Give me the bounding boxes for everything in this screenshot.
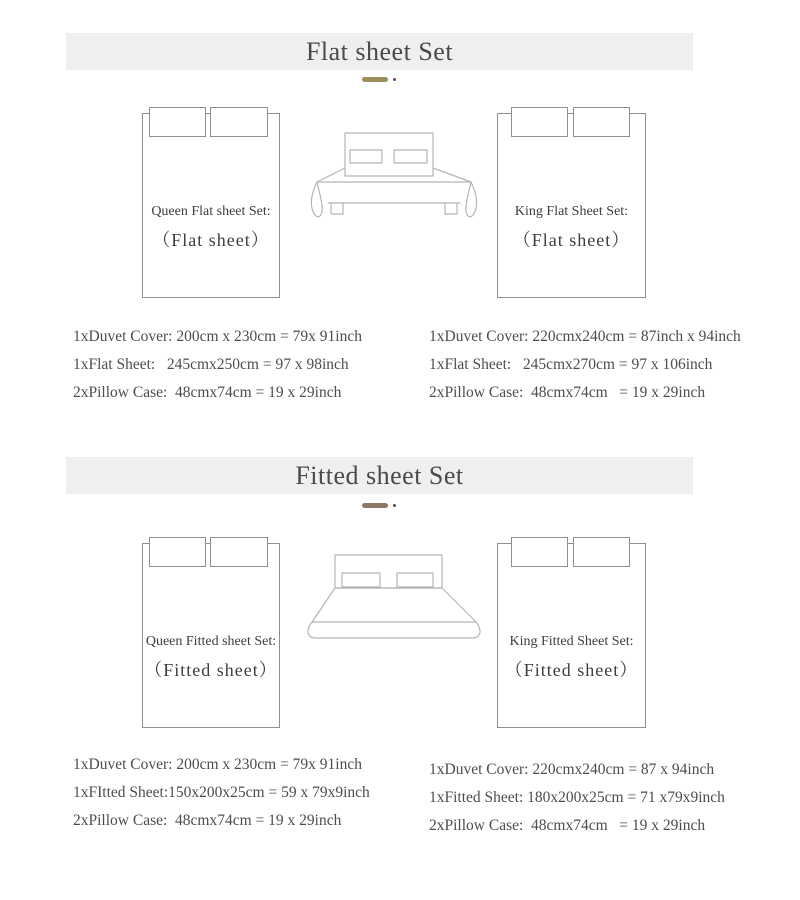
figure-caption-line2: （Flat sheet） <box>152 230 270 250</box>
spec-line: 1xDuvet Cover: 220cmx240cm = 87inch x 94inch <box>429 328 741 345</box>
divider-dot-icon <box>393 78 396 81</box>
spec-line: 1xFlat Sheet: 245cmx250cm = 97 x 98inch <box>73 356 349 373</box>
figure-caption-line2: （Fitted sheet） <box>144 660 278 680</box>
bed-illustration-fitted <box>302 552 486 648</box>
figure-caption-line2: （Flat sheet） <box>512 230 631 250</box>
queen-fitted-sheet-figure <box>142 537 280 728</box>
section-title-fitted: Fitted sheet Set <box>295 461 464 490</box>
divider-flat <box>362 76 402 84</box>
figure-caption <box>142 633 280 680</box>
divider-dot-icon <box>393 504 396 507</box>
divider-dash-icon <box>362 503 388 508</box>
pillow <box>210 107 268 137</box>
spec-line: 2xPillow Case: 48cmx74cm = 19 x 29inch <box>73 812 342 829</box>
figure-caption-line1: King Fitted Sheet Set: <box>509 634 634 649</box>
spec-line: 1xFlat Sheet: 245cmx270cm = 97 x 106inch <box>429 356 713 373</box>
figure-caption-line1: Queen Flat sheet Set: <box>151 204 271 219</box>
figure-caption-line2: （Fitted sheet） <box>504 660 639 680</box>
pillow <box>511 537 568 567</box>
bed-illustration-flat <box>302 124 486 220</box>
queen-flat-specs <box>73 323 362 407</box>
queen-fitted-specs <box>73 751 370 835</box>
pillow <box>573 107 630 137</box>
spec-line: 1xFItted Sheet:150x200x25cm = 59 x 79x9inch <box>73 784 370 801</box>
bed-flat-drawing-icon <box>302 124 486 220</box>
bed-fitted-drawing-icon <box>302 552 486 648</box>
figure-caption-line1: Queen Fitted sheet Set: <box>145 634 277 649</box>
divider-fitted <box>362 502 402 510</box>
king-fitted-sheet-figure <box>497 537 646 728</box>
queen-flat-sheet-figure <box>142 107 280 298</box>
figure-caption <box>497 633 646 680</box>
spec-line: 2xPillow Case: 48cmx74cm = 19 x 29inch <box>73 384 342 401</box>
spec-line: 1xDuvet Cover: 200cm x 230cm = 79x 91inch <box>73 756 362 773</box>
spec-line: 1xDuvet Cover: 200cm x 230cm = 79x 91inch <box>73 328 362 345</box>
section-title-flat: Flat sheet Set <box>305 37 454 66</box>
pillow <box>210 537 268 567</box>
figure-caption-line1: King Flat Sheet Set: <box>514 204 629 219</box>
king-fitted-specs <box>429 756 725 840</box>
spec-line: 2xPillow Case: 48cmx74cm = 19 x 29inch <box>429 384 706 401</box>
king-flat-sheet-figure <box>497 107 646 298</box>
spec-line: 2xPillow Case: 48cmx74cm = 19 x 29inch <box>429 817 706 834</box>
pillow <box>149 107 206 137</box>
pillow <box>511 107 568 137</box>
spec-line: 1xDuvet Cover: 220cmx240cm = 87 x 94inch <box>429 761 715 778</box>
divider-dash-icon <box>362 77 388 82</box>
pillow <box>573 537 630 567</box>
fitted-sheet-header-band <box>66 457 693 494</box>
pillow <box>149 537 206 567</box>
flat-sheet-header-band <box>66 33 693 70</box>
figure-caption <box>497 203 646 250</box>
spec-line: 1xFitted Sheet: 180x200x25cm = 71 x79x9inch <box>429 789 725 806</box>
figure-caption <box>142 203 280 250</box>
king-flat-specs <box>429 323 741 407</box>
